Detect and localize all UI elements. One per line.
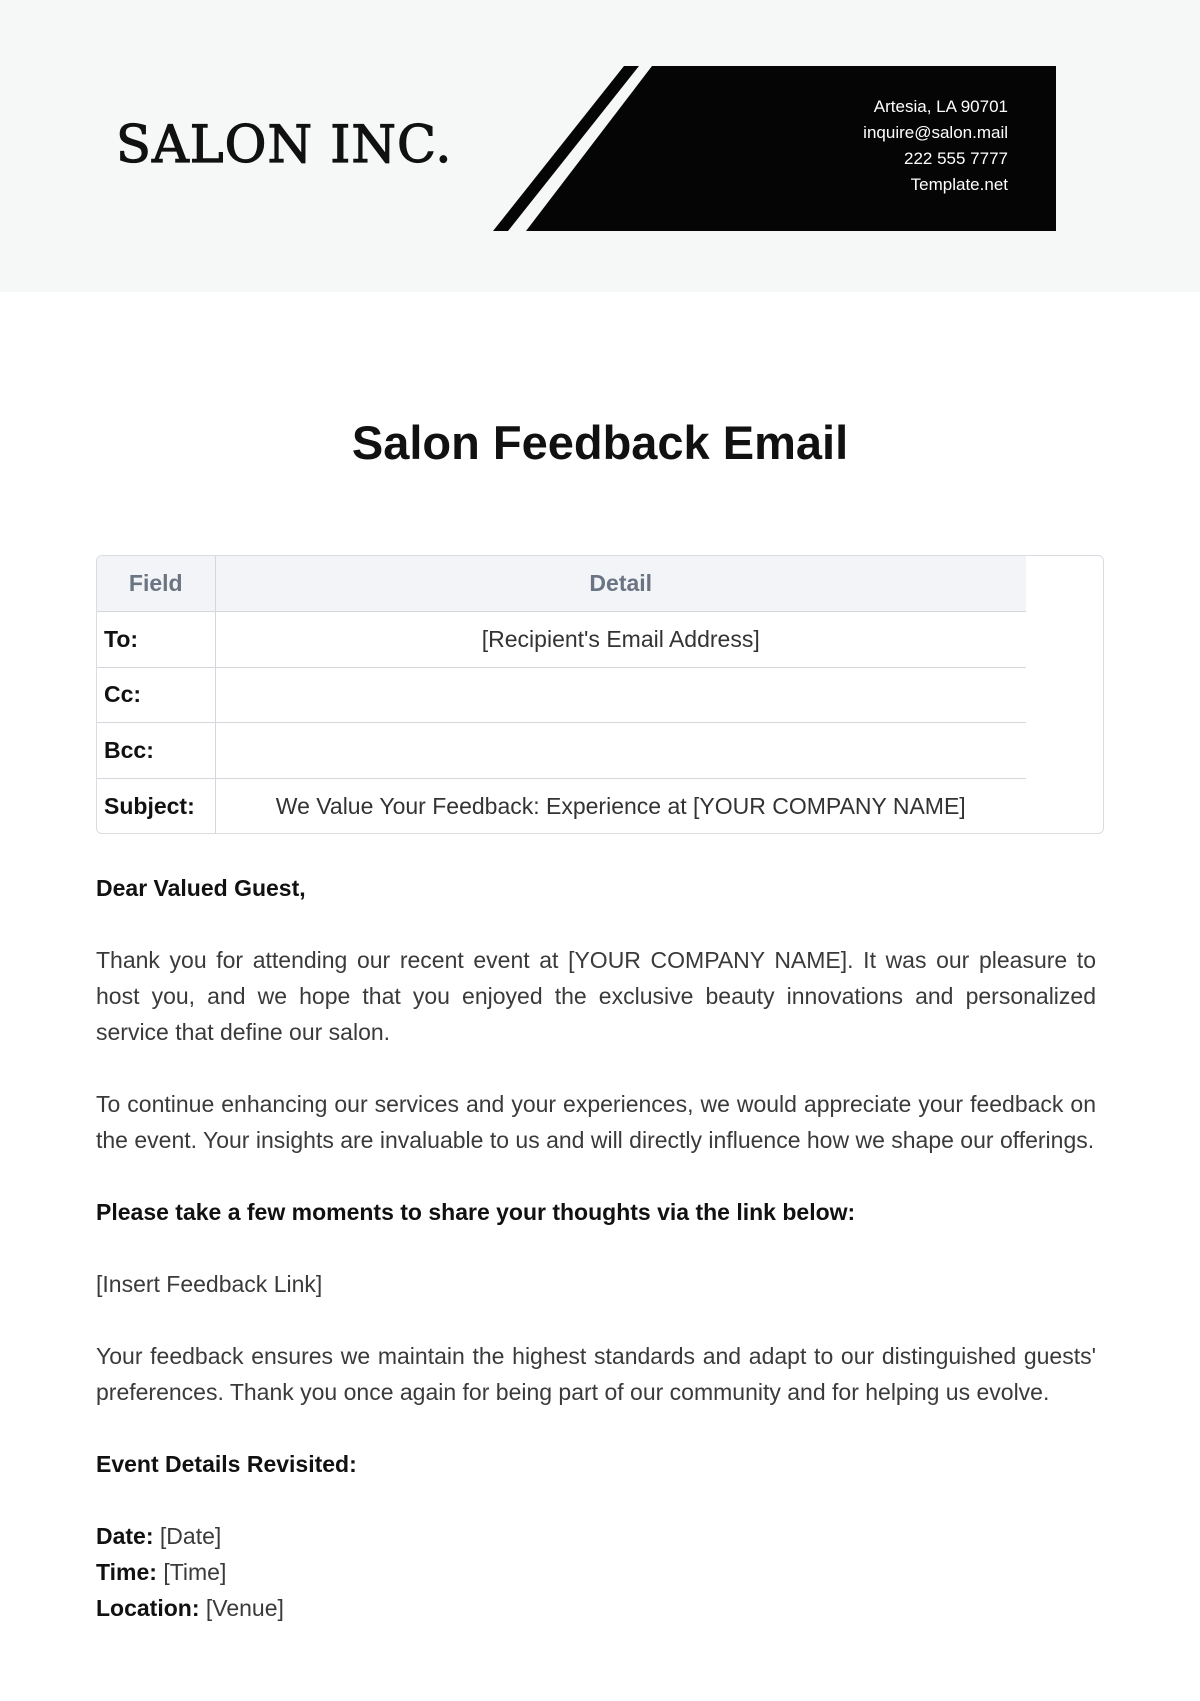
field-label-cc: Cc: (97, 667, 215, 723)
field-label-subject: Subject: (97, 778, 215, 834)
feedback-link[interactable]: [Insert Feedback Link] (96, 1271, 323, 1297)
contact-address: Artesia, LA 90701 (873, 97, 1008, 116)
field-label-to: To: (97, 612, 215, 668)
event-details-heading: Event Details Revisited: (96, 1451, 357, 1477)
table-row-cc (97, 667, 1026, 723)
contact-email[interactable]: inquire@salon.mail (863, 123, 1008, 142)
contact-website[interactable]: Template.net (910, 175, 1008, 194)
company-logo: SALON INC. (116, 116, 453, 175)
call-to-action: Please take a few moments to share your thoughts via the link below: (96, 1199, 856, 1225)
table-header-row (97, 556, 1026, 612)
table-row-subject (97, 778, 1026, 834)
field-label-bcc: Bcc: (97, 723, 215, 779)
event-detail-date-label: Date: (96, 1523, 154, 1549)
event-detail-date-value: [Date] (159, 1523, 222, 1549)
column-header-field: Field (97, 556, 215, 612)
body-paragraph-1: Thank you for attending our recent event at [YOUR COMPANY NAME]. It was our pleasure to host you, and we hope that you enjoyed the exclusive beauty innovations and personalized service that define our salon. (96, 947, 1096, 1045)
contact-info (688, 94, 1008, 198)
event-detail-location (96, 1590, 1096, 1626)
event-detail-time (96, 1554, 1096, 1590)
event-detail-time-label: Time: (96, 1559, 157, 1585)
email-fields-table (96, 555, 1104, 834)
field-value-cc (215, 667, 1026, 723)
field-value-bcc (215, 723, 1026, 779)
greeting: Dear Valued Guest, (96, 875, 306, 901)
column-header-detail: Detail (215, 556, 1026, 612)
table-row-bcc (97, 723, 1026, 779)
field-value-to: [Recipient's Email Address] (215, 612, 1026, 668)
table-row-to (97, 612, 1026, 668)
field-value-subject: We Value Your Feedback: Experience at [YOUR COMPANY NAME] (275, 792, 966, 819)
body-paragraph-3: Your feedback ensures we maintain the highest standards and adapt to our distinguished guests' preferences. Thank you once again for being part of our community and for helping us evolve. (96, 1343, 1096, 1405)
header-band (0, 0, 1200, 292)
event-detail-date (96, 1518, 1096, 1554)
event-detail-time-value: [Time] (163, 1559, 227, 1585)
contact-phone: 222 555 7777 (904, 149, 1008, 168)
event-detail-location-label: Location: (96, 1595, 200, 1621)
email-body (96, 870, 1096, 1626)
page-title: Salon Feedback Email (351, 416, 849, 469)
body-paragraph-2: To continue enhancing our services and your experiences, we would appreciate your feedback on the event. Your insights are invaluable to us and will directly influence how we shape our offerings. (96, 1091, 1096, 1153)
event-detail-location-value: [Venue] (205, 1595, 284, 1621)
